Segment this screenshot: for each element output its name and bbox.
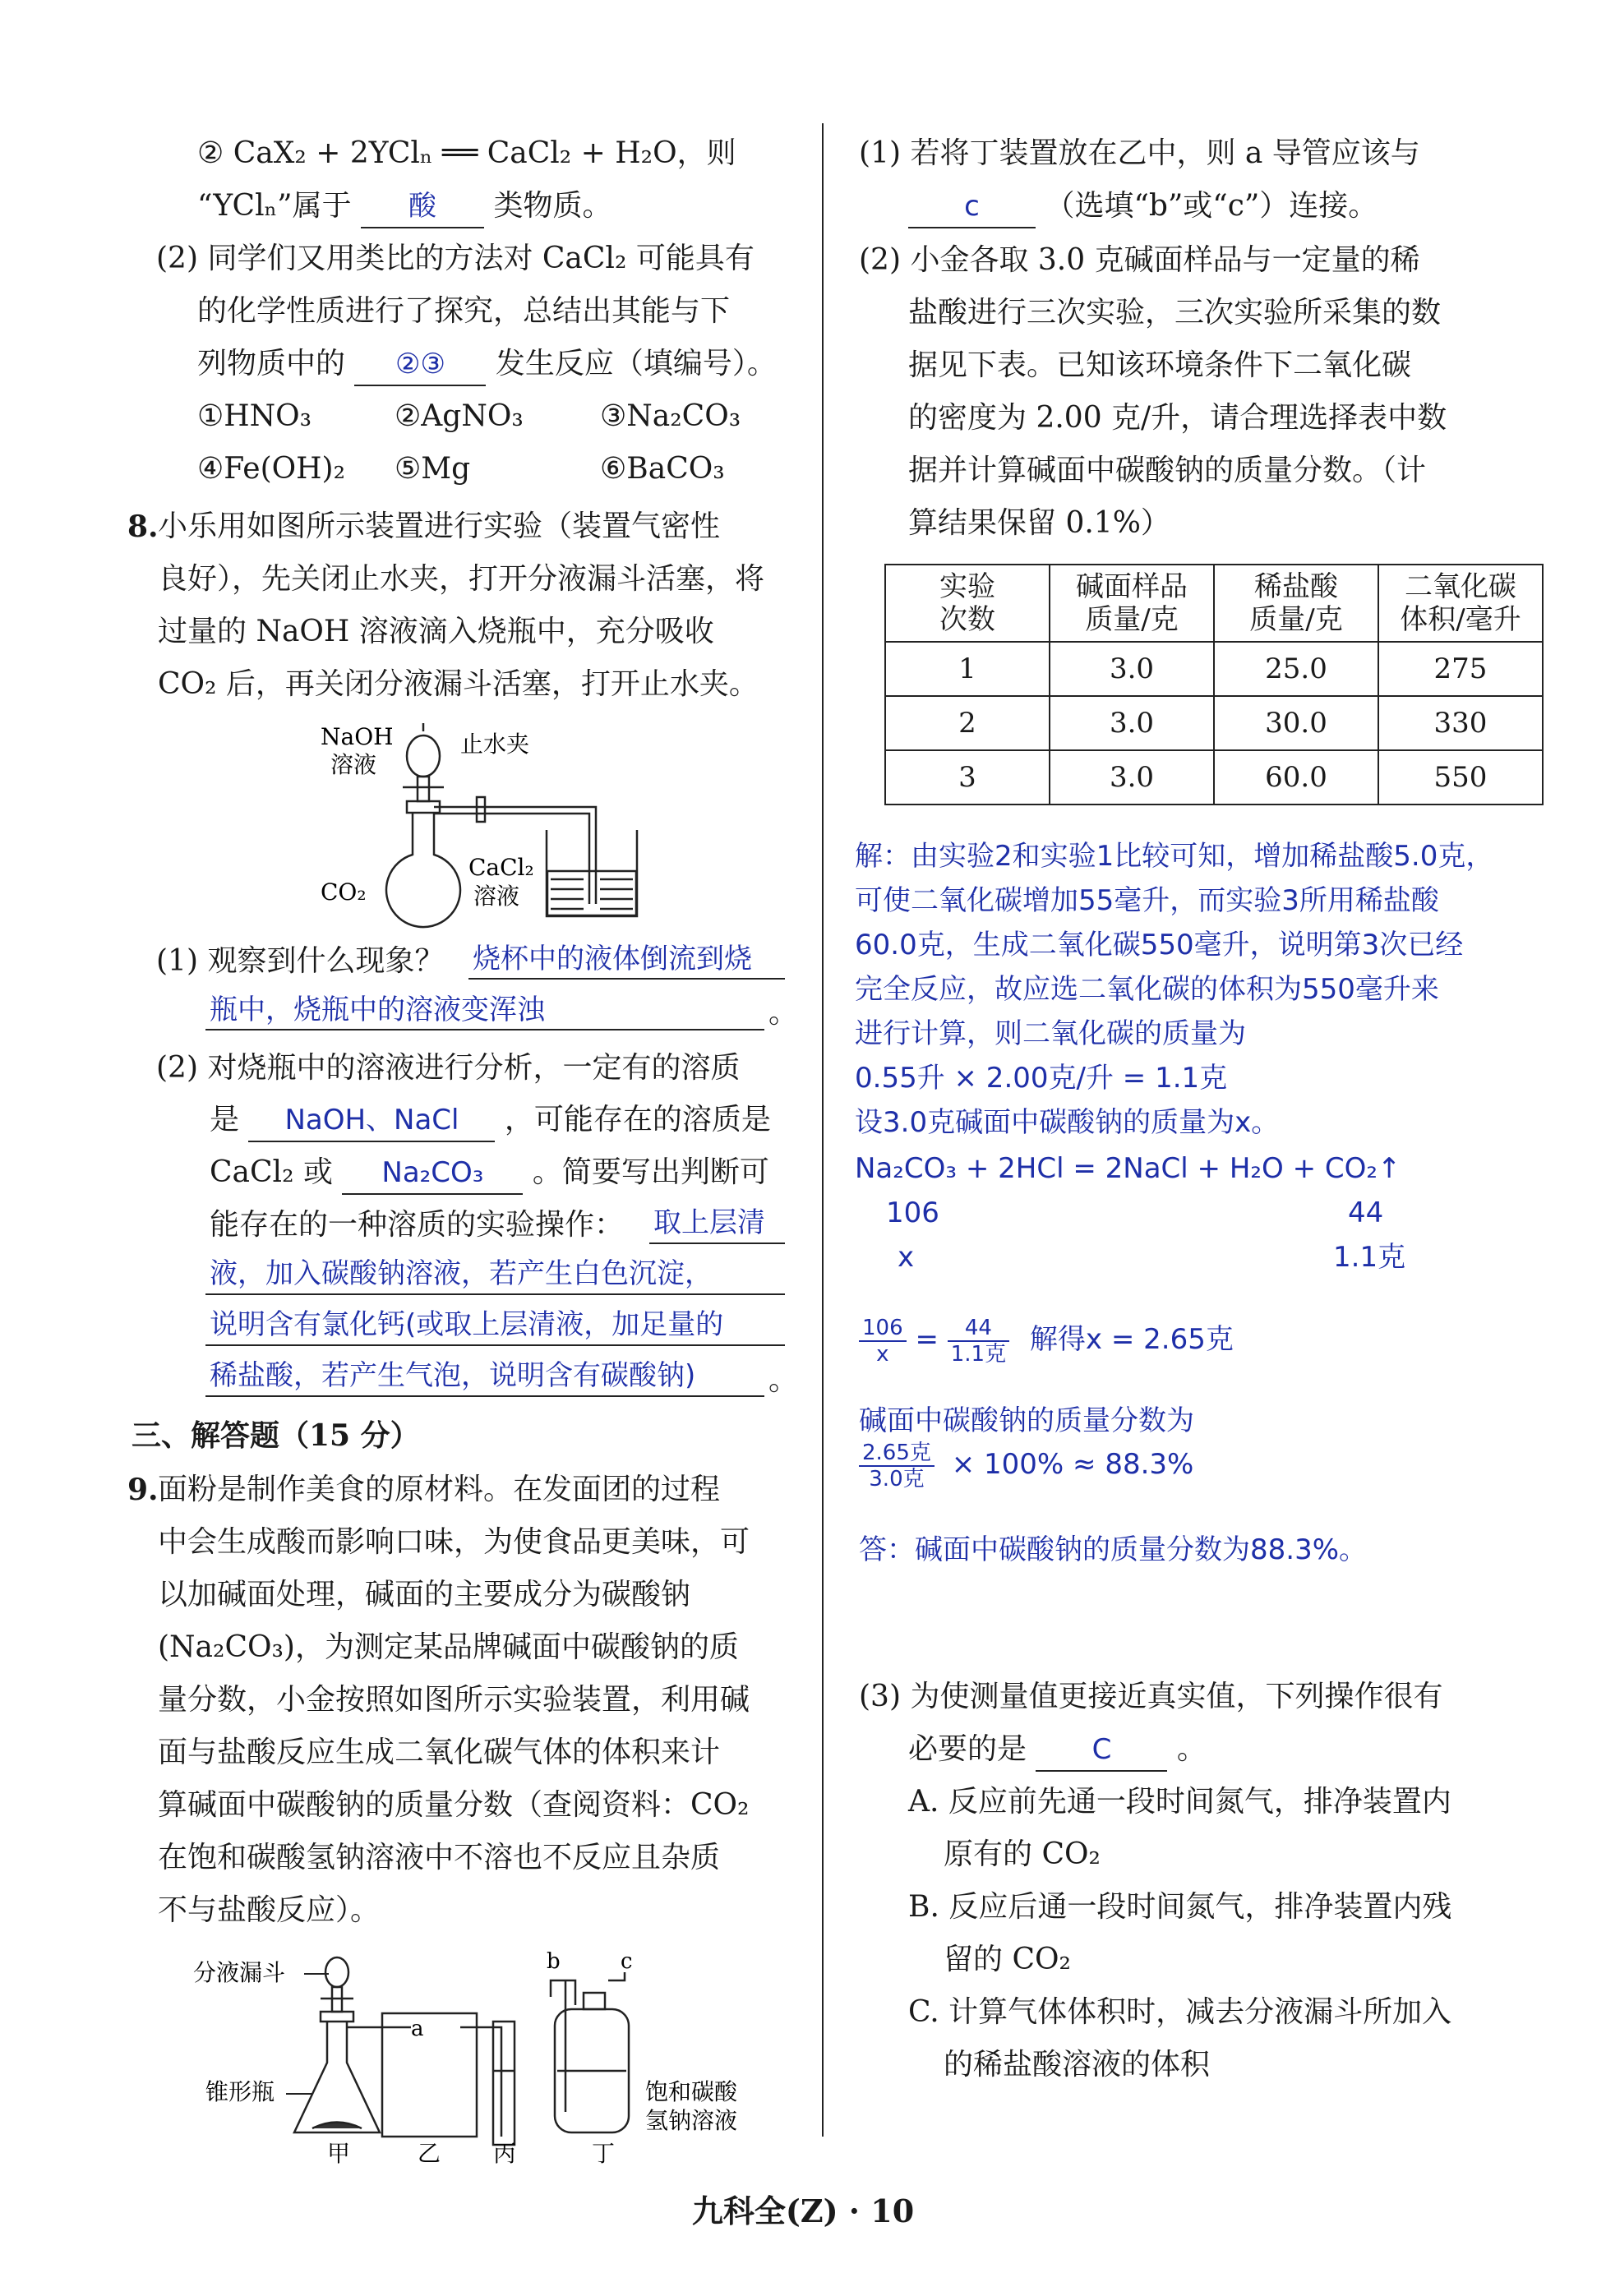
answer-blank-ycl[interactable]: 酸 (361, 186, 484, 228)
table-cell: 3 (885, 750, 1050, 805)
flask-icon (386, 801, 460, 927)
wash-bottle-ding-icon (551, 1972, 629, 2132)
erlenmeyer-flask-icon (294, 1957, 380, 2132)
separatory-funnel-icon (403, 723, 444, 801)
option-b-line1: B. 反应后通一段时间氮气，排净装置内残 (908, 1890, 1452, 1924)
section-3-heading: 三、解答题（15 分） (132, 1418, 420, 1453)
q9-1-line2: c （选填“b”或“c”）连接。 (908, 186, 1378, 228)
q8-2-line3: CaCl₂ 或 Na₂CO₃ 。简要写出判断可 (210, 1152, 769, 1195)
table-cell: 3.0 (1050, 696, 1214, 750)
fig2-saturated-label-1: 饱和碳酸 (645, 2078, 738, 2105)
table-row (885, 750, 1543, 805)
table-header-cell: 碱面样品 质量/克 (1050, 565, 1214, 642)
gas-bottle-yi-icon (347, 2013, 501, 2137)
answer-underline (468, 978, 785, 980)
solution-line-2: 可使二氧化碳增加55毫升，而实验3所用稀盐酸 (855, 884, 1439, 917)
column-divider (822, 123, 824, 2137)
fig2-b-label: b (547, 1949, 561, 1974)
q9-3-line1: (3) 为使测量值更接近真实值，下列操作很有 (859, 1680, 1443, 1713)
q8-2-answer-3: 说明含有氯化钙(或取上层清液，加足量的 (210, 1308, 724, 1341)
table-cell: 1 (885, 642, 1050, 696)
final-answer: 答：碱面中碳酸钠的质量分数为88.3%。 (859, 1533, 1368, 1566)
fig2-saturated-label-2: 氢钠溶液 (645, 2107, 738, 2134)
solution-line-4: 完全反应，故应选二氧化碳的体积为550毫升来 (855, 973, 1439, 1006)
option-3: ③Na₂CO₃ (600, 399, 741, 433)
answer-blank-certain-solutes[interactable]: NaOH、NaCl (248, 1100, 495, 1142)
q9-text-6: 面与盐酸反应生成二氧化碳气体的体积来计 (158, 1736, 721, 1769)
q9-2-line3: 据见下表。已知该环境条件下二氧化碳 (908, 348, 1412, 382)
answer-underline (205, 1344, 785, 1346)
table-cell: 3.0 (1050, 642, 1214, 696)
experiment-data-table (884, 564, 1544, 805)
percentage-label: 碱面中碳酸钠的质量分数为 (859, 1404, 1194, 1437)
ycl-question: “YClₙ”属于 酸 类物质。 (197, 186, 612, 228)
q9-2-line4: 的密度为 2.00 克/升，请合理选择表中数 (908, 401, 1447, 435)
q9-text-5: 量分数，小金按照如图所示实验装置，利用碱 (158, 1683, 750, 1717)
option-1: ①HNO₃ (197, 399, 312, 433)
measuring-cylinder-icon (493, 2022, 515, 2145)
footer-book-title: 九科全(Z) (691, 2192, 838, 2229)
fig2-c-label: c (621, 1949, 633, 1974)
q7-2-line2: 的化学性质进行了探究，总结出其能与下 (197, 294, 731, 328)
q8-2-answer-2: 液，加入碳酸钠溶液，若产生白色沉淀， (210, 1257, 713, 1290)
table-header-row (885, 565, 1543, 642)
unknown-x: x (898, 1241, 915, 1274)
apparatus-figure-1 (312, 715, 805, 929)
solution-line-3: 60.0克，生成二氧化碳550毫升，说明第3次已经 (855, 929, 1464, 961)
fig1-solution-label: 溶液 (330, 751, 377, 778)
option-a-line2: 原有的 CO₂ (944, 1837, 1101, 1871)
table-cell: 60.0 (1214, 750, 1378, 805)
q9-number: 9. (127, 1473, 159, 1507)
q8-2-line4: 能存在的一种溶质的实验操作： (210, 1208, 625, 1242)
q8-text-2: 良好），先关闭止水夹，打开分液漏斗活塞，将 (158, 562, 765, 596)
table-header-cell: 二氧化碳 体积/毫升 (1378, 565, 1543, 642)
table-header-cell: 稀盐酸 质量/克 (1214, 565, 1378, 642)
option-c-line1: C. 计算气体体积时，减去分液漏斗所加入 (908, 1995, 1452, 2029)
table-cell: 275 (1378, 642, 1543, 696)
fraction-2.65-3.0: $\frac{\text{2.65克}}{\text{3.0克}}$ (859, 1441, 935, 1491)
period: 。 (768, 1363, 799, 1397)
option-2: ②AgNO₃ (395, 399, 524, 433)
q9-2-line1: (2) 小金各取 3.0 克碱面样品与一定量的稀 (859, 243, 1420, 277)
table-cell: 30.0 (1214, 696, 1378, 750)
q8-2-line2: 是 NaOH、NaCl ，可能存在的溶质是 (210, 1100, 771, 1142)
q7-2-line3: 列物质中的 ②③ 发生反应（填编号）。 (197, 343, 777, 386)
fig2-yi-label: 乙 (418, 2140, 441, 2167)
option-b-line2: 留的 CO₂ (944, 1943, 1071, 1976)
fig2-a-label: a (411, 2017, 424, 2041)
table-cell: 3.0 (1050, 750, 1214, 805)
q8-2-answer-4: 稀盐酸，若产生气泡，说明含有碳酸钠) (210, 1359, 696, 1392)
q9-3-line2: 必要的是 C 。 (908, 1729, 1207, 1772)
answer-underline (649, 1243, 785, 1244)
fig2-bing-label: 丙 (493, 2140, 517, 2167)
option-4: ④Fe(OH)₂ (197, 452, 346, 486)
table-header-cell: 实验 次数 (885, 565, 1050, 642)
chemical-equation: Na₂CO₃ + 2HCl = 2NaCl + H₂O + CO₂↑ (855, 1152, 1401, 1185)
table-row (885, 696, 1543, 750)
table-cell: 330 (1378, 696, 1543, 750)
molar-mass-co2: 44 (1348, 1196, 1384, 1229)
table-cell: 550 (1378, 750, 1543, 805)
q9-text-9: 不与盐酸反应）。 (158, 1893, 381, 1927)
solution-line-5: 进行计算，则二氧化碳的质量为 (855, 1017, 1246, 1050)
q8-text-4: CO₂ 后，再关闭分液漏斗活塞，打开止水夹。 (158, 667, 759, 701)
period: 。 (768, 996, 799, 1030)
footer-dot: · (848, 2192, 861, 2229)
q9-2-line6: 算结果保留 0.1%） (908, 506, 1170, 540)
page-footer (0, 2186, 1606, 2231)
q9-text-8: 在饱和碳酸氢钠溶液中不溶也不反应且杂质 (158, 1841, 721, 1874)
solution-line-1: 解：由实验2和实验1比较可知，增加稀盐酸5.0克， (855, 840, 1494, 873)
fig2-funnel-label: 分液漏斗 (193, 1959, 286, 1986)
fig2-flask-label: 锥形瓶 (205, 2078, 275, 2105)
percentage-calc: $\frac{\text{2.65克}}{\text{3.0克}}$ × 100% ≈ 88.3% (859, 1440, 1193, 1491)
table-row (885, 642, 1543, 696)
table-cell: 25.0 (1214, 642, 1378, 696)
q8-number: 8. (127, 509, 159, 544)
fig1-naoh-label: NaOH (321, 723, 394, 750)
q8-text-3: 过量的 NaOH 溶液滴入烧瓶中，充分吸收 (158, 615, 714, 648)
co2-mass: 1.1克 (1333, 1241, 1406, 1274)
option-5: ⑤Mg (395, 452, 471, 486)
q9-text-1: 面粉是制作美食的原材料。在发面团的过程 (158, 1473, 721, 1506)
q8-1-answer-2: 瓶中，烧瓶中的溶液变浑浊 (210, 994, 545, 1026)
option-c-line2: 的稀盐酸溶液的体积 (944, 2048, 1211, 2082)
q9-1-line1: (1) 若将丁装置放在乙中，则 a 导管应该与 (859, 136, 1420, 170)
answer-underline (205, 1293, 785, 1295)
apparatus-figure-2 (189, 1948, 781, 2169)
answer-underline (205, 1395, 764, 1397)
fig1-cacl2-solution-label: 溶液 (473, 883, 520, 910)
q9-text-2: 中会生成酸而影响口味，为使食品更美味，可 (158, 1525, 750, 1559)
answer-blank-operation[interactable]: C (1036, 1729, 1167, 1772)
molar-mass-na2co3: 106 (886, 1196, 939, 1229)
answer-underline (205, 1029, 764, 1030)
fraction-106-x: $\frac{106}{x}$ (859, 1316, 907, 1367)
q7-2-line1: (2) 同学们又用类比的方法对 CaCl₂ 可能具有 (156, 242, 755, 275)
proportion-equation: $\frac{106}{x}$ = $\frac{44}{\text{1.1克}}$ 解得x = 2.65克 (859, 1315, 1234, 1367)
solution-line-6: 0.55升 × 2.00克/升 = 1.1克 (855, 1062, 1228, 1095)
fig1-cacl2-label: CaCl₂ (468, 854, 534, 881)
fig2-jia-label: 甲 (327, 2140, 351, 2167)
fig1-co2-label: CO₂ (321, 878, 367, 906)
q8-1-answer-1: 烧杯中的液体倒流到烧 (473, 943, 752, 975)
answer-blank-react[interactable]: ②③ (354, 343, 486, 386)
fig1-clamp-label: 止水夹 (460, 731, 530, 758)
q9-text-4: (Na₂CO₃)，为测定某品牌碱面中碳酸钠的质 (158, 1630, 739, 1664)
reaction-line: ② CaX₂ + 2YClₙ ══ CaCl₂ + H₂O，则 (197, 136, 736, 170)
q8-2-line1: (2) 对烧瓶中的溶液进行分析，一定有的溶质 (156, 1051, 741, 1085)
solution-line-7: 设3.0克碱面中碳酸钠的质量为x。 (855, 1106, 1280, 1139)
option-a-line1: A. 反应前先通一段时间氮气，排净装置内 (908, 1785, 1451, 1819)
q8-1-question: (1) 观察到什么现象？ (156, 944, 445, 978)
table-cell: 2 (885, 696, 1050, 750)
q9-2-line2: 盐酸进行三次实验，三次实验所采集的数 (908, 296, 1442, 330)
answer-blank-possible-solute[interactable]: Na₂CO₃ (342, 1152, 523, 1195)
option-6: ⑥BaCO₃ (600, 452, 725, 486)
fraction-44-1.1: $\frac{44}{\text{1.1克}}$ (948, 1316, 1009, 1367)
answer-blank-tube[interactable]: c (908, 186, 1036, 228)
beaker-icon (547, 830, 637, 916)
q9-2-line5: 据并计算碱面中碳酸钠的质量分数。（计 (908, 454, 1427, 487)
q8-text-1: 小乐用如图所示装置进行实验（装置气密性 (158, 509, 721, 543)
q9-text-3: 以加碱面处理，碱面的主要成分为碳酸钠 (158, 1578, 691, 1611)
q8-2-answer-1: 取上层清 (653, 1206, 765, 1239)
page-number: 10 (870, 2192, 915, 2229)
q9-text-7: 算碱面中碳酸钠的质量分数（查阅资料：CO₂ (158, 1788, 750, 1822)
fig2-ding-label: 丁 (592, 2140, 616, 2167)
